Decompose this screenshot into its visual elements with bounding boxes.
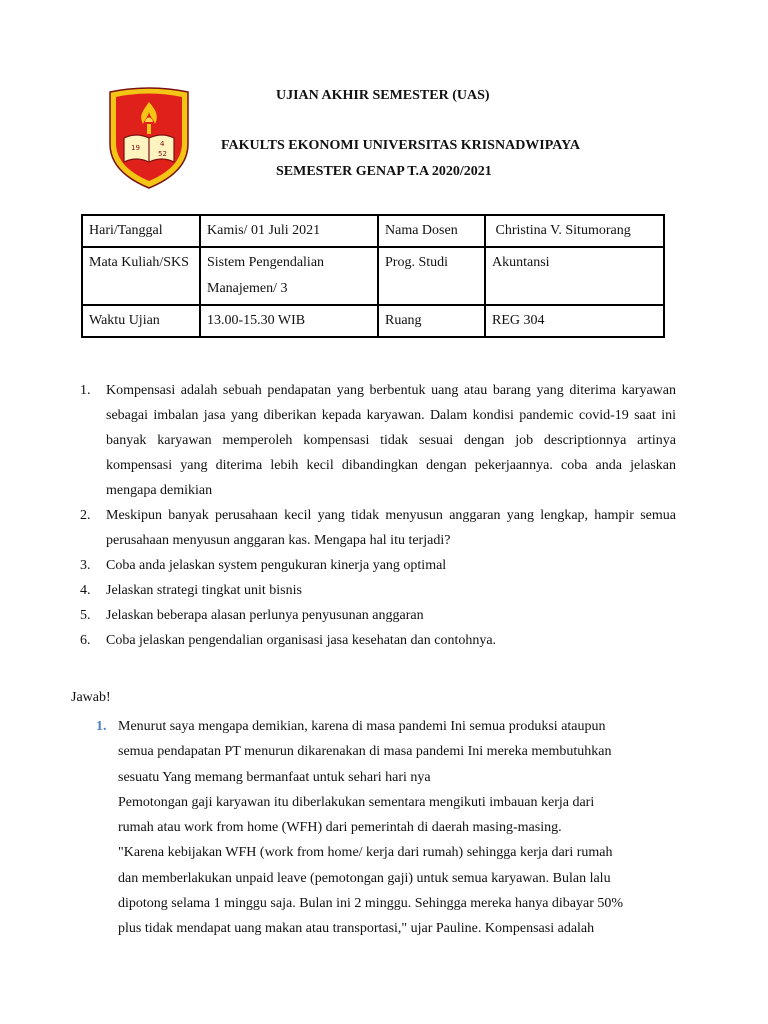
logo-number-52: 52 bbox=[158, 150, 167, 158]
question-text: Jelaskan strategi tingkat unit bisnis bbox=[106, 583, 302, 598]
list-item bbox=[80, 628, 676, 653]
answer-line: Menurut saya mengapa demikian, karena di masa pandemi Ini semua produksi ataupun bbox=[118, 719, 606, 734]
question-text: Coba jelaskan pengendalian organisasi jasa kesehatan dan contohnya. bbox=[106, 633, 497, 648]
table-cell: REG 304 bbox=[485, 305, 664, 337]
table-cell: Sistem Pengendalian Manajemen/ 3 bbox=[200, 247, 378, 305]
answer-line: dan memberlakukan unpaid leave (pemotongan gaji) untuk semua karyawan. Bulan lalu bbox=[118, 870, 611, 886]
list-item bbox=[80, 503, 676, 553]
table-cell: Kamis/ 01 Juli 2021 bbox=[200, 215, 378, 247]
answer-line: semua pendapatan PT menurun dikarenakan di masa pandemi Ini mereka membutuhkan bbox=[118, 744, 612, 760]
table-cell: Waktu Ujian bbox=[82, 305, 200, 337]
answer-number: 1. bbox=[96, 719, 107, 734]
question-number: 6. bbox=[80, 633, 91, 648]
table-cell: Nama Dosen bbox=[378, 215, 485, 247]
answer-line: Pemotongan gaji karyawan itu diberlakukan sementara mengikuti imbauan kerja dari bbox=[118, 794, 595, 810]
faculty-title: FAKULTS EKONOMI UNIVERSITAS KRISNADWIPAYA bbox=[221, 138, 581, 153]
exam-title: UJIAN AKHIR SEMESTER (UAS) bbox=[276, 88, 490, 103]
table-cell: 13.00-15.30 WIB bbox=[200, 305, 378, 337]
question-text: Kompensasi adalah sebuah pendapatan yang berbentuk uang atau barang yang diterima karyawan sebagai imbalan jasa yang diberikan kepada karyawan. Dalam kondisi pandemic covid-19 saat ini banyak karyawan memperoleh kompensasi tidak sesuai dengan job descriptionnya artinya kompensasi yang diterima lebih kecil dibandingkan dengan pekerjaannya. coba anda jelaskan mengapa demikian bbox=[106, 383, 676, 498]
table-row bbox=[82, 247, 664, 305]
question-number: 3. bbox=[80, 558, 91, 573]
answer-line: sesuatu Yang memang bermanfaat untuk sehari hari nya bbox=[118, 769, 431, 785]
list-item bbox=[80, 378, 676, 503]
table-row bbox=[82, 305, 664, 337]
question-number: 1. bbox=[80, 383, 91, 398]
table-cell: Christina V. Situmorang bbox=[485, 215, 664, 247]
list-item bbox=[80, 578, 676, 603]
list-item bbox=[80, 603, 676, 628]
answer-line: dipotong selama 1 minggu saja. Bulan ini 2 minggu. Sehingga mereka hanya dibayar 50% bbox=[118, 896, 624, 912]
exam-info-table bbox=[81, 214, 665, 338]
question-text: Meskipun banyak perusahaan kecil yang tidak menyusun anggaran yang lengkap, hampir semua perusahaan menyusun anggaran kas. Mengapa hal itu terjadi? bbox=[106, 508, 676, 548]
question-text: Coba anda jelaskan system pengukuran kinerja yang optimal bbox=[106, 558, 447, 573]
table-cell: Akuntansi bbox=[485, 247, 664, 305]
table-cell: Ruang bbox=[378, 305, 485, 337]
table-row bbox=[82, 215, 664, 247]
question-text: Jelaskan beberapa alasan perlunya penyusunan anggaran bbox=[106, 608, 424, 623]
university-logo bbox=[106, 86, 192, 190]
list-item bbox=[80, 553, 676, 578]
table-cell: Mata Kuliah/SKS bbox=[82, 247, 200, 305]
table-cell: Prog. Studi bbox=[378, 247, 485, 305]
answer-heading: Jawab! bbox=[71, 690, 111, 705]
answer-item bbox=[96, 714, 680, 942]
answer-text bbox=[118, 714, 680, 942]
semester-title: SEMESTER GENAP T.A 2020/2021 bbox=[276, 164, 492, 179]
answer-line: rumah atau work from home (WFH) dari pemerintah di daerah masing-masing. bbox=[118, 820, 562, 836]
logo-number-4: 4 bbox=[160, 140, 165, 148]
table-cell: Hari/Tanggal bbox=[82, 215, 200, 247]
answer-line: "Karena kebijakan WFH (work from home/ kerja dari rumah) sehingga kerja dari rumah bbox=[118, 845, 613, 861]
question-number: 4. bbox=[80, 583, 91, 598]
answer-line: plus tidak mendapat uang makan atau transportasi," ujar Pauline. Kompensasi adalah bbox=[118, 921, 595, 937]
logo-number-19: 19 bbox=[131, 144, 140, 152]
question-list bbox=[80, 378, 676, 653]
question-number: 2. bbox=[80, 508, 91, 523]
question-number: 5. bbox=[80, 608, 91, 623]
